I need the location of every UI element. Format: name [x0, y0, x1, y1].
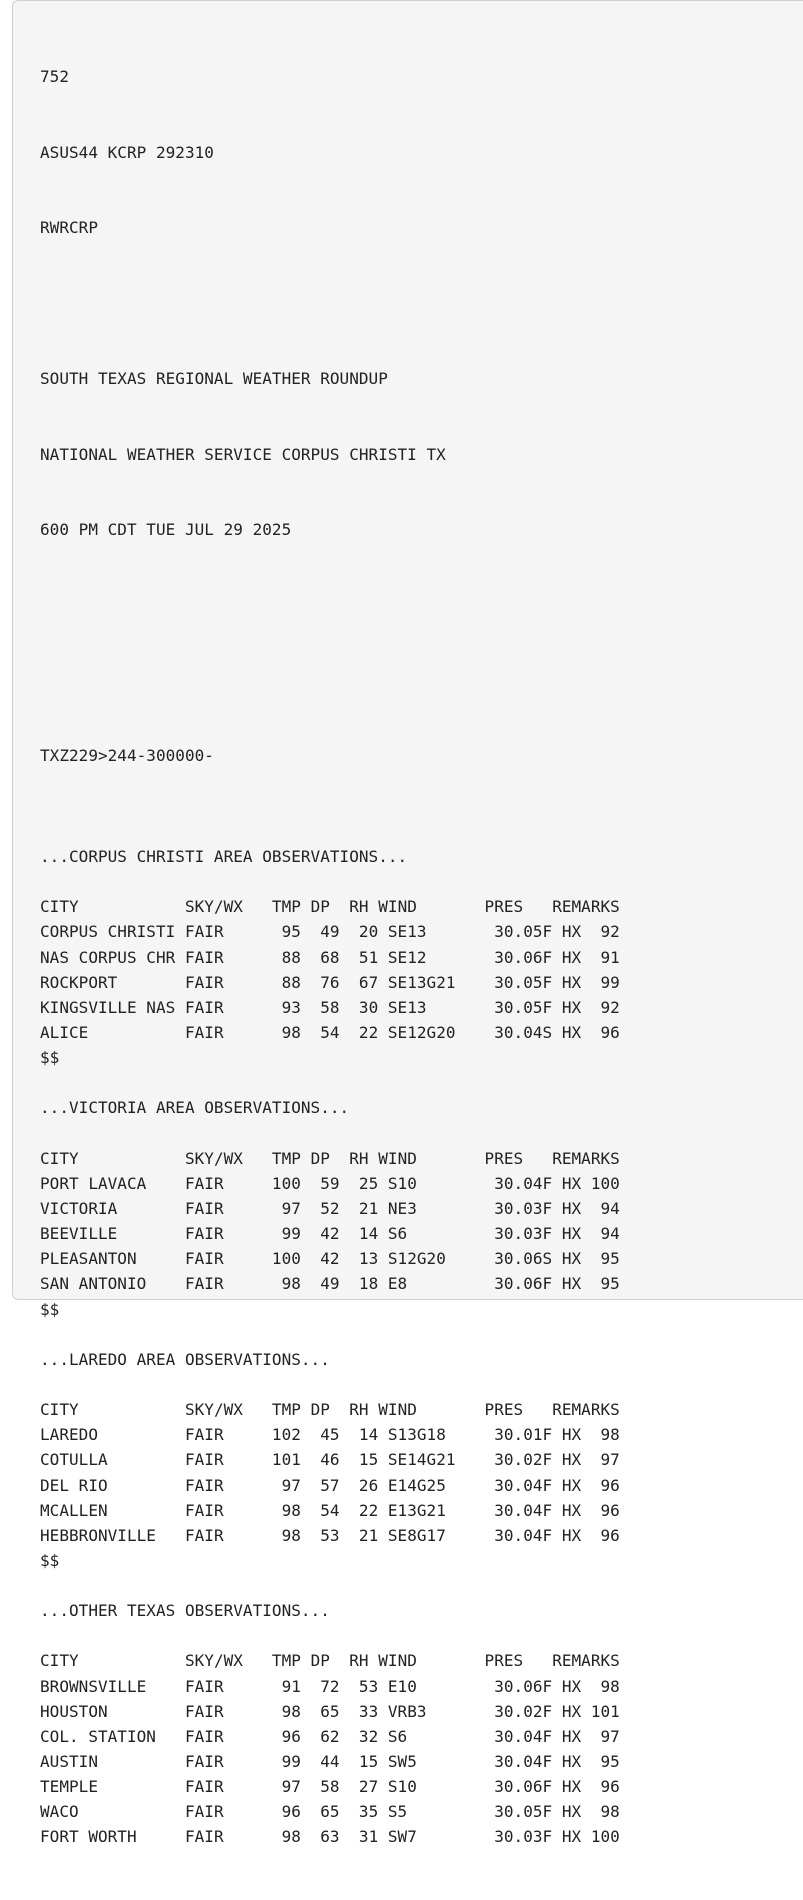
cell-city: ROCKPORT	[40, 972, 185, 992]
cell-tmp: 102	[262, 1425, 301, 1445]
cell-city: HOUSTON	[40, 1701, 185, 1721]
cell-dp: 59	[300, 1173, 340, 1193]
column-header-dp: DP	[300, 1651, 330, 1671]
column-header-rh: RH	[329, 897, 369, 917]
blank-line	[40, 291, 620, 316]
cell-remarks: HX 101	[552, 1701, 620, 1721]
cell-sky: FAIR	[184, 1525, 263, 1545]
cell-remarks: HX 96	[552, 1777, 620, 1797]
cell-pres: 30.04F	[494, 1525, 553, 1545]
cell-tmp: 97	[262, 1777, 301, 1797]
cell-tmp: 88	[262, 972, 301, 992]
product-number: 752	[40, 67, 69, 87]
cell-city: NAS CORPUS CHR	[40, 947, 185, 967]
table-row	[40, 1447, 620, 1472]
cell-wind: VRB3	[378, 1701, 495, 1721]
cell-sky: FAIR	[184, 1450, 263, 1470]
cell-dp: 68	[300, 947, 340, 967]
cell-rh: 25	[339, 1173, 379, 1193]
cell-wind: SE13	[378, 922, 495, 942]
cell-city: TEMPLE	[40, 1777, 185, 1797]
cell-remarks: HX 96	[552, 1525, 620, 1545]
cell-remarks: HX 94	[552, 1224, 620, 1244]
cell-wind: E13G21	[378, 1500, 495, 1520]
cell-wind: SE8G17	[378, 1525, 495, 1545]
cell-city: ALICE	[40, 1022, 185, 1042]
column-header-pres: PRES	[465, 897, 524, 917]
table-row	[40, 945, 620, 970]
column-header-rh: RH	[329, 1400, 369, 1420]
table-row	[40, 1271, 620, 1296]
table-row	[40, 1749, 620, 1774]
cell-rh: 21	[339, 1525, 379, 1545]
cell-wind: SE13	[378, 997, 495, 1017]
cell-pres: 30.03F	[494, 1827, 553, 1847]
cell-city: DEL RIO	[40, 1475, 185, 1495]
table-row	[40, 1473, 620, 1498]
section-end-marker: $$	[40, 1550, 60, 1570]
cell-dp: 57	[300, 1475, 340, 1495]
cell-remarks: HX 97	[552, 1726, 620, 1746]
blank-line	[40, 668, 620, 693]
cell-sky: FAIR	[184, 1224, 263, 1244]
cell-wind: E10	[378, 1676, 495, 1696]
cell-tmp: 98	[262, 1827, 301, 1847]
cell-city: COTULLA	[40, 1450, 185, 1470]
blank-line	[40, 1322, 620, 1347]
blank-line	[40, 869, 620, 894]
section-title: ...OTHER TEXAS OBSERVATIONS...	[40, 1601, 330, 1621]
table-row	[40, 1196, 620, 1221]
cell-pres: 30.04F	[494, 1500, 553, 1520]
blank-line	[40, 819, 620, 844]
awips-id: RWRCRP	[40, 218, 98, 238]
table-row	[40, 995, 620, 1020]
cell-dp: 58	[300, 997, 340, 1017]
cell-tmp: 100	[262, 1249, 301, 1269]
column-header-wind: WIND	[368, 897, 466, 917]
cell-remarks: HX 96	[552, 1500, 620, 1520]
column-header-tmp: TMP	[262, 1400, 301, 1420]
cell-sky: FAIR	[184, 1726, 263, 1746]
cell-city: WACO	[40, 1802, 185, 1822]
cell-tmp: 97	[262, 1198, 301, 1218]
table-row	[40, 1523, 620, 1548]
section-title: ...LAREDO AREA OBSERVATIONS...	[40, 1349, 330, 1369]
table-row	[40, 1724, 620, 1749]
blank-line	[40, 1372, 620, 1397]
cell-tmp: 101	[262, 1450, 301, 1470]
cell-dp: 42	[300, 1249, 340, 1269]
cell-rh: 14	[339, 1425, 379, 1445]
cell-sky: FAIR	[184, 997, 263, 1017]
cell-rh: 33	[339, 1701, 379, 1721]
cell-tmp: 100	[262, 1173, 301, 1193]
cell-pres: 30.05F	[494, 1802, 553, 1822]
column-header-remarks: REMARKS	[523, 1400, 620, 1420]
section-end-marker: $$	[40, 1048, 60, 1068]
column-header-remarks: REMARKS	[523, 1651, 620, 1671]
cell-tmp: 98	[262, 1274, 301, 1294]
cell-remarks: HX 92	[552, 997, 620, 1017]
cell-pres: 30.03F	[494, 1224, 553, 1244]
cell-remarks: HX 96	[552, 1475, 620, 1495]
column-header-sky: SKY/WX	[184, 1148, 263, 1168]
cell-pres: 30.05F	[494, 972, 553, 992]
cell-city: AUSTIN	[40, 1752, 185, 1772]
column-header-tmp: TMP	[262, 1148, 301, 1168]
cell-pres: 30.04F	[494, 1726, 553, 1746]
table-header	[40, 1146, 620, 1171]
cell-wind: S13G18	[378, 1425, 495, 1445]
cell-pres: 30.06F	[494, 947, 553, 967]
column-header-remarks: REMARKS	[523, 1148, 620, 1168]
cell-remarks: HX 98	[552, 1676, 620, 1696]
cell-tmp: 99	[262, 1752, 301, 1772]
cell-rh: 22	[339, 1022, 379, 1042]
cell-remarks: HX 98	[552, 1425, 620, 1445]
cell-rh: 18	[339, 1274, 379, 1294]
issuance-time: 600 PM CDT TUE JUL 29 2025	[40, 520, 292, 540]
cell-sky: FAIR	[184, 1274, 263, 1294]
cell-sky: FAIR	[184, 922, 263, 942]
cell-tmp: 91	[262, 1676, 301, 1696]
cell-sky: FAIR	[184, 1173, 263, 1193]
table-row	[40, 1498, 620, 1523]
ugc-line: TXZ229>244-300000-	[40, 746, 214, 766]
table-row	[40, 1422, 620, 1447]
issuing-office: NATIONAL WEATHER SERVICE CORPUS CHRISTI TX	[40, 444, 446, 464]
column-header-sky: SKY/WX	[184, 1651, 263, 1671]
cell-sky: FAIR	[184, 947, 263, 967]
cell-sky: FAIR	[184, 1022, 263, 1042]
cell-tmp: 98	[262, 1022, 301, 1042]
column-header-dp: DP	[300, 897, 330, 917]
cell-sky: FAIR	[184, 1827, 263, 1847]
cell-pres: 30.06F	[494, 1777, 553, 1797]
table-header	[40, 894, 620, 919]
table-header	[40, 1397, 620, 1422]
cell-city: LAREDO	[40, 1425, 185, 1445]
cell-city: BEEVILLE	[40, 1224, 185, 1244]
cell-dp: 44	[300, 1752, 340, 1772]
cell-remarks: HX 99	[552, 972, 620, 992]
cell-tmp: 98	[262, 1701, 301, 1721]
section-title: ...CORPUS CHRISTI AREA OBSERVATIONS...	[40, 846, 408, 866]
cell-wind: S10	[378, 1173, 495, 1193]
cell-remarks: HX 91	[552, 947, 620, 967]
cell-tmp: 95	[262, 922, 301, 942]
column-header-rh: RH	[329, 1148, 369, 1168]
table-header	[40, 1648, 620, 1673]
observation-sections	[40, 819, 620, 1850]
cell-rh: 67	[339, 972, 379, 992]
column-header-pres: PRES	[465, 1651, 524, 1671]
blank-line	[40, 1623, 620, 1648]
cell-dp: 72	[300, 1676, 340, 1696]
cell-wind: S12G20	[378, 1249, 495, 1269]
cell-pres: 30.04F	[494, 1173, 553, 1193]
cell-remarks: HX 95	[552, 1274, 620, 1294]
cell-wind: E14G25	[378, 1475, 495, 1495]
section-title: ...VICTORIA AREA OBSERVATIONS...	[40, 1098, 350, 1118]
cell-sky: FAIR	[184, 1676, 263, 1696]
cell-rh: 13	[339, 1249, 379, 1269]
cell-dp: 65	[300, 1802, 340, 1822]
column-header-wind: WIND	[368, 1148, 466, 1168]
cell-remarks: HX 98	[552, 1802, 620, 1822]
cell-wind: S5	[378, 1802, 495, 1822]
column-header-city: CITY	[40, 1148, 185, 1168]
cell-wind: S10	[378, 1777, 495, 1797]
cell-rh: 26	[339, 1475, 379, 1495]
cell-sky: FAIR	[184, 1425, 263, 1445]
cell-sky: FAIR	[184, 972, 263, 992]
wmo-header: ASUS44 KCRP 292310	[40, 142, 214, 162]
table-row	[40, 1674, 620, 1699]
cell-dp: 54	[300, 1022, 340, 1042]
cell-rh: 20	[339, 922, 379, 942]
cell-dp: 62	[300, 1726, 340, 1746]
cell-wind: SW7	[378, 1827, 495, 1847]
cell-wind: SW5	[378, 1752, 495, 1772]
table-row	[40, 1246, 620, 1271]
cell-rh: 35	[339, 1802, 379, 1822]
cell-sky: FAIR	[184, 1777, 263, 1797]
cell-dp: 42	[300, 1224, 340, 1244]
cell-pres: 30.04F	[494, 1752, 553, 1772]
cell-tmp: 99	[262, 1224, 301, 1244]
cell-wind: S6	[378, 1726, 495, 1746]
cell-pres: 30.02F	[494, 1450, 553, 1470]
cell-tmp: 96	[262, 1802, 301, 1822]
cell-tmp: 93	[262, 997, 301, 1017]
column-header-sky: SKY/WX	[184, 1400, 263, 1420]
column-header-city: CITY	[40, 1400, 185, 1420]
blank-line	[40, 1070, 620, 1095]
cell-remarks: HX 92	[552, 922, 620, 942]
cell-rh: 53	[339, 1676, 379, 1696]
cell-rh: 31	[339, 1827, 379, 1847]
cell-tmp: 97	[262, 1475, 301, 1495]
cell-dp: 53	[300, 1525, 340, 1545]
column-header-city: CITY	[40, 1651, 185, 1671]
cell-wind: E8	[378, 1274, 495, 1294]
column-header-remarks: REMARKS	[523, 897, 620, 917]
cell-dp: 76	[300, 972, 340, 992]
cell-rh: 32	[339, 1726, 379, 1746]
product-text	[40, 14, 620, 1900]
cell-wind: SE12	[378, 947, 495, 967]
cell-tmp: 88	[262, 947, 301, 967]
column-header-tmp: TMP	[262, 1651, 301, 1671]
cell-pres: 30.03F	[494, 1198, 553, 1218]
column-header-dp: DP	[300, 1400, 330, 1420]
table-row	[40, 1824, 620, 1849]
cell-rh: 27	[339, 1777, 379, 1797]
column-header-city: CITY	[40, 897, 185, 917]
cell-remarks: HX 95	[552, 1752, 620, 1772]
blank-line	[40, 1121, 620, 1146]
cell-remarks: HX 97	[552, 1450, 620, 1470]
cell-rh: 30	[339, 997, 379, 1017]
cell-sky: FAIR	[184, 1475, 263, 1495]
cell-dp: 65	[300, 1701, 340, 1721]
column-header-tmp: TMP	[262, 897, 301, 917]
cell-dp: 45	[300, 1425, 340, 1445]
cell-wind: S6	[378, 1224, 495, 1244]
cell-pres: 30.05F	[494, 922, 553, 942]
table-row	[40, 1799, 620, 1824]
cell-tmp: 96	[262, 1726, 301, 1746]
cell-rh: 15	[339, 1450, 379, 1470]
cell-pres: 30.06F	[494, 1274, 553, 1294]
cell-pres: 30.04S	[494, 1022, 553, 1042]
table-row	[40, 1699, 620, 1724]
cell-city: PORT LAVACA	[40, 1173, 185, 1193]
cell-city: PLEASANTON	[40, 1249, 185, 1269]
cell-sky: FAIR	[184, 1701, 263, 1721]
cell-city: KINGSVILLE NAS	[40, 997, 185, 1017]
table-row	[40, 1171, 620, 1196]
table-row	[40, 1221, 620, 1246]
cell-city: BROWNSVILLE	[40, 1676, 185, 1696]
cell-sky: FAIR	[184, 1802, 263, 1822]
cell-rh: 14	[339, 1224, 379, 1244]
cell-pres: 30.02F	[494, 1701, 553, 1721]
cell-rh: 22	[339, 1500, 379, 1520]
cell-rh: 21	[339, 1198, 379, 1218]
cell-city: HEBBRONVILLE	[40, 1525, 185, 1545]
cell-city: COL. STATION	[40, 1726, 185, 1746]
cell-dp: 46	[300, 1450, 340, 1470]
table-row	[40, 1774, 620, 1799]
cell-wind: SE14G21	[378, 1450, 495, 1470]
cell-pres: 30.04F	[494, 1475, 553, 1495]
cell-city: VICTORIA	[40, 1198, 185, 1218]
cell-tmp: 98	[262, 1500, 301, 1520]
product-text-box	[12, 0, 803, 1847]
cell-dp: 52	[300, 1198, 340, 1218]
column-header-rh: RH	[329, 1651, 369, 1671]
column-header-sky: SKY/WX	[184, 897, 263, 917]
table-row	[40, 1020, 620, 1045]
cell-remarks: HX 100	[552, 1827, 620, 1847]
cell-remarks: HX 95	[552, 1249, 620, 1269]
cell-wind: SE13G21	[378, 972, 495, 992]
column-header-pres: PRES	[465, 1148, 524, 1168]
table-row	[40, 970, 620, 995]
cell-pres: 30.06S	[494, 1249, 553, 1269]
column-header-pres: PRES	[465, 1400, 524, 1420]
cell-wind: NE3	[378, 1198, 495, 1218]
cell-dp: 54	[300, 1500, 340, 1520]
cell-sky: FAIR	[184, 1752, 263, 1772]
cell-remarks: HX 96	[552, 1022, 620, 1042]
cell-tmp: 98	[262, 1525, 301, 1545]
cell-sky: FAIR	[184, 1249, 263, 1269]
cell-rh: 15	[339, 1752, 379, 1772]
cell-city: FORT WORTH	[40, 1827, 185, 1847]
cell-dp: 58	[300, 1777, 340, 1797]
cell-city: CORPUS CHRISTI	[40, 922, 185, 942]
cell-pres: 30.01F	[494, 1425, 553, 1445]
column-header-dp: DP	[300, 1148, 330, 1168]
column-header-wind: WIND	[368, 1651, 466, 1671]
cell-sky: FAIR	[184, 1500, 263, 1520]
cell-city: SAN ANTONIO	[40, 1274, 185, 1294]
cell-remarks: HX 94	[552, 1198, 620, 1218]
cell-dp: 49	[300, 1274, 340, 1294]
cell-wind: SE12G20	[378, 1022, 495, 1042]
cell-dp: 49	[300, 922, 340, 942]
cell-dp: 63	[300, 1827, 340, 1847]
blank-line	[40, 592, 620, 617]
cell-rh: 51	[339, 947, 379, 967]
cell-sky: FAIR	[184, 1198, 263, 1218]
column-header-wind: WIND	[368, 1400, 466, 1420]
section-end-marker: $$	[40, 1299, 60, 1319]
blank-line	[40, 1573, 620, 1598]
product-title: SOUTH TEXAS REGIONAL WEATHER ROUNDUP	[40, 369, 388, 389]
cell-pres: 30.05F	[494, 997, 553, 1017]
table-row	[40, 919, 620, 944]
cell-city: MCALLEN	[40, 1500, 185, 1520]
cell-pres: 30.06F	[494, 1676, 553, 1696]
cell-remarks: HX 100	[552, 1173, 620, 1193]
